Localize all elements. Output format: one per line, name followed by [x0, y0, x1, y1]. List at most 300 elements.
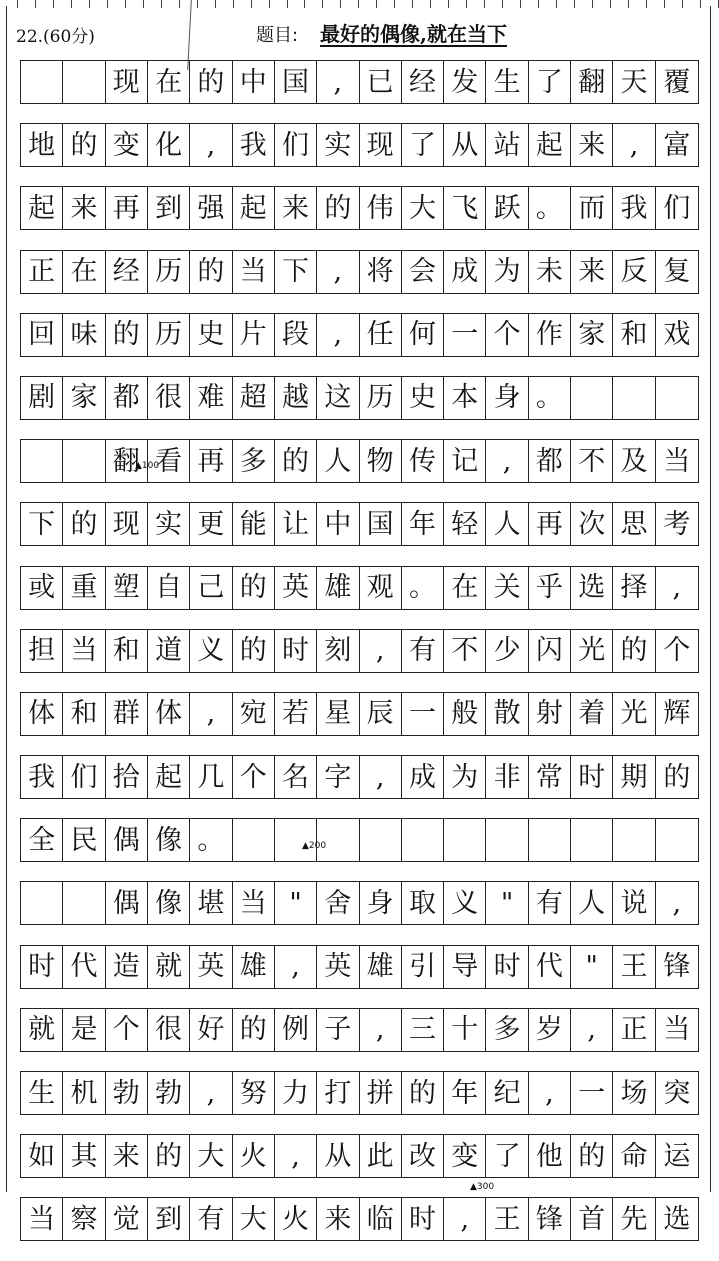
grid-cell: 说: [613, 882, 655, 924]
grid-cell: 。: [529, 377, 571, 419]
grid-cell: 勃: [148, 1072, 190, 1114]
grid-row: [20, 1134, 699, 1178]
grid-cell: 多: [233, 440, 275, 482]
grid-cell: 大: [402, 187, 444, 229]
grid-cell: 实: [148, 503, 190, 545]
grid-cell: 时: [402, 1198, 444, 1240]
grid-cell: 伟: [360, 187, 402, 229]
grid-cell: 。: [190, 819, 232, 861]
grid-cell: 我: [21, 756, 63, 798]
grid-cell: 就: [148, 946, 190, 988]
grid-cell: 有: [190, 1198, 232, 1240]
grid-cell: 物: [360, 440, 402, 482]
grid-cell: 我: [233, 124, 275, 166]
grid-cell: 光: [571, 630, 613, 672]
grid-cell: 己: [190, 567, 232, 609]
grid-row: [20, 123, 699, 167]
grid-cell: 再: [529, 503, 571, 545]
grid-cell: 首: [571, 1198, 613, 1240]
grid-cell: 锋: [529, 1198, 571, 1240]
grid-cell: 复: [663, 256, 691, 288]
grid-cell: 偶: [106, 819, 148, 861]
grid-cell: ,: [190, 124, 232, 166]
grid-cell: 了: [529, 61, 571, 103]
grid-cell: 起: [21, 187, 63, 229]
grid-cell: 好: [190, 1009, 232, 1051]
grid-cell: 在: [148, 61, 190, 103]
grid-cell: 几: [190, 756, 232, 798]
grid-cell: 名: [275, 756, 317, 798]
grid-row: [20, 439, 699, 483]
grid-cell: 星: [317, 693, 359, 735]
grid-cell: 从: [444, 124, 486, 166]
grid-cell: 何: [402, 314, 444, 356]
grid-cell: 三: [402, 1009, 444, 1051]
grid-cell: 其: [63, 1135, 105, 1177]
grid-cell: 雄: [360, 946, 402, 988]
grid-cell: 的: [233, 1009, 275, 1051]
grid-cell: 拼: [360, 1072, 402, 1114]
grid-cell: 来: [317, 1198, 359, 1240]
grid-cell: ,: [317, 314, 359, 356]
grid-cell: 命: [613, 1135, 655, 1177]
grid-cell: 中: [317, 503, 359, 545]
grid-cell: [444, 819, 486, 861]
grid-cell: 代: [63, 946, 105, 988]
grid-cell: [21, 61, 63, 103]
grid-row: [20, 502, 699, 546]
grid-cell: 覆: [663, 66, 691, 98]
grid-cell: 偶: [106, 882, 148, 924]
grid-cell: [233, 819, 275, 861]
grid-cell: 站: [486, 124, 528, 166]
grid-cell: 们: [63, 756, 105, 798]
grid-cell: 将: [360, 251, 402, 293]
grid-cell: 如: [21, 1135, 63, 1177]
grid-cell: 作: [529, 314, 571, 356]
grid-cell: 任: [360, 314, 402, 356]
grid-cell: ,: [360, 630, 402, 672]
grid-cell: 光: [613, 693, 655, 735]
grid-cell: 再: [190, 440, 232, 482]
grid-cell: 当: [233, 251, 275, 293]
grid-cell: 选: [571, 567, 613, 609]
grid-cell: 岁: [529, 1009, 571, 1051]
word-count-marker-100: ▲100: [135, 461, 160, 471]
grid-cell: 下: [275, 251, 317, 293]
grid-cell: 都: [529, 440, 571, 482]
grid-cell: 成: [444, 251, 486, 293]
grid-cell: 年: [444, 1072, 486, 1114]
grid-cell: [63, 882, 105, 924]
grid-cell: 造: [106, 946, 148, 988]
grid-cell: 变: [444, 1135, 486, 1177]
grid-cell: 常: [529, 756, 571, 798]
grid-cell: 强: [190, 187, 232, 229]
grid-cell: 地: [21, 124, 63, 166]
grid-cell: 现: [106, 503, 148, 545]
grid-row: [20, 313, 699, 357]
grid-cell: [360, 819, 402, 861]
grid-cell: 年: [402, 503, 444, 545]
grid-cell: 民: [63, 819, 105, 861]
grid-cell: 从: [317, 1135, 359, 1177]
grid-cell: 会: [402, 251, 444, 293]
grid-cell: 正: [21, 251, 63, 293]
grid-cell: 能: [233, 503, 275, 545]
grid-cell: 回: [21, 314, 63, 356]
grid-cell: 。: [402, 567, 444, 609]
grid-cell: 记: [444, 440, 486, 482]
grid-cell: 打: [317, 1072, 359, 1114]
grid-cell: 一: [444, 314, 486, 356]
grid-cell: 的: [663, 761, 691, 793]
grid-cell: 多: [486, 1009, 528, 1051]
grid-cell: ,: [613, 124, 655, 166]
title-label: 题目:: [256, 25, 299, 46]
grid-cell: 到: [148, 187, 190, 229]
grid-cell: 了: [402, 124, 444, 166]
grid-row: [20, 818, 699, 862]
grid-cell: 义: [444, 882, 486, 924]
grid-cell: 机: [63, 1072, 105, 1114]
grid-cell: 变: [106, 124, 148, 166]
grid-row: [20, 60, 699, 104]
grid-cell: 全: [21, 819, 63, 861]
grid-cell: 或: [21, 567, 63, 609]
grid-cell: 身: [486, 377, 528, 419]
grid-cell: 再: [106, 187, 148, 229]
grid-cell: 越: [275, 377, 317, 419]
grid-cell: 个: [233, 756, 275, 798]
grid-cell: 来: [571, 124, 613, 166]
word-count-marker-200: ▲200: [302, 841, 327, 851]
grid-cell: 锋: [663, 951, 691, 983]
grid-cell: 辰: [360, 693, 402, 735]
grid-cell: ": [486, 882, 528, 924]
grid-cell: 引: [402, 946, 444, 988]
grid-cell: 在: [444, 567, 486, 609]
grid-cell: 辉: [663, 698, 691, 730]
grid-cell: 乎: [529, 567, 571, 609]
grid-cell: 当: [21, 1198, 63, 1240]
grid-cell: 像: [148, 819, 190, 861]
grid-cell: ,: [317, 251, 359, 293]
grid-cell: 为: [486, 251, 528, 293]
grid-cell: 时: [21, 946, 63, 988]
grid-cell: 重: [63, 567, 105, 609]
grid-cell: 很: [148, 377, 190, 419]
grid-cell: 国: [360, 503, 402, 545]
grid-cell: 我: [613, 187, 655, 229]
grid-cell: 改: [402, 1135, 444, 1177]
grid-cell: 经: [402, 61, 444, 103]
grid-row: [20, 186, 699, 230]
grid-cell: 发: [444, 61, 486, 103]
question-number: 22.(60分): [16, 27, 95, 47]
grid-cell: [613, 377, 655, 419]
grid-cell: 例: [275, 1009, 317, 1051]
grid-cell: 英: [190, 946, 232, 988]
grid-cell: 看: [148, 440, 190, 482]
grid-cell: 化: [148, 124, 190, 166]
grid-cell: 正: [613, 1009, 655, 1051]
grid-cell: 味: [63, 314, 105, 356]
grid-cell: 家: [63, 377, 105, 419]
grid-cell: 运: [663, 1140, 691, 1172]
grid-cell: 和: [106, 630, 148, 672]
grid-cell: 翻: [571, 61, 613, 103]
grid-cell: 十: [444, 1009, 486, 1051]
grid-cell: 体: [21, 693, 63, 735]
grid-cell: 的: [402, 1072, 444, 1114]
grid-cell: 的: [190, 251, 232, 293]
grid-cell: 有: [529, 882, 571, 924]
grid-row: [20, 1008, 699, 1052]
grid-cell: 子: [317, 1009, 359, 1051]
grid-cell: 生: [21, 1072, 63, 1114]
grid-cell: ,: [571, 1009, 613, 1051]
grid-cell: 现: [360, 124, 402, 166]
grid-cell: 力: [275, 1072, 317, 1114]
grid-cell: ,: [672, 887, 682, 919]
grid-row: [20, 755, 699, 799]
grid-cell: 观: [360, 567, 402, 609]
grid-cell: 雄: [233, 946, 275, 988]
grid-cell: 思: [613, 503, 655, 545]
grid-cell: 担: [21, 630, 63, 672]
grid-cell: ,: [672, 572, 682, 603]
grid-cell: 人: [486, 503, 528, 545]
grid-cell: 天: [613, 61, 655, 103]
grid-cell: 成: [402, 756, 444, 798]
grid-cell: 一: [402, 693, 444, 735]
grid-cell: 场: [613, 1072, 655, 1114]
grid-cell: [402, 819, 444, 861]
grid-cell: 到: [148, 1198, 190, 1240]
grid-cell: 来: [63, 187, 105, 229]
grid-cell: 及: [613, 440, 655, 482]
grid-cell: 就: [21, 1009, 63, 1051]
grid-cell: 他: [529, 1135, 571, 1177]
grid-cell: 刻: [317, 630, 359, 672]
grid-cell: 剧: [21, 377, 63, 419]
grid-cell: 很: [148, 1009, 190, 1051]
grid-cell: 射: [529, 693, 571, 735]
grid-cell: 导: [444, 946, 486, 988]
grid-cell: 期: [613, 756, 655, 798]
grid-cell: 闪: [529, 630, 571, 672]
grid-cell: 般: [444, 693, 486, 735]
grid-row: [20, 629, 699, 673]
grid-cell: 英: [275, 567, 317, 609]
grid-cell: 超: [233, 377, 275, 419]
grid-cell: 当: [233, 882, 275, 924]
grid-cell: 身: [360, 882, 402, 924]
grid-cell: 历: [148, 251, 190, 293]
grid-cell: 了: [486, 1135, 528, 1177]
grid-cell: 家: [571, 314, 613, 356]
grid-cell: 非: [486, 756, 528, 798]
grid-cell: 自: [148, 567, 190, 609]
grid-cell: 宛: [233, 693, 275, 735]
grid-cell: 火: [233, 1135, 275, 1177]
grid-cell: ,: [529, 1072, 571, 1114]
grid-cell: 飞: [444, 187, 486, 229]
grid-cell: 的: [233, 630, 275, 672]
grid-cell: [529, 819, 571, 861]
grid-cell: 堪: [190, 882, 232, 924]
grid-cell: 是: [63, 1009, 105, 1051]
grid-cell: 关: [486, 567, 528, 609]
grid-cell: 翻: [106, 440, 148, 482]
grid-cell: [571, 819, 613, 861]
grid-row: [20, 566, 699, 610]
grid-cell: 散: [486, 693, 528, 735]
grid-cell: 段: [275, 314, 317, 356]
grid-cell: 而: [571, 187, 613, 229]
grid-cell: 这: [317, 377, 359, 419]
grid-cell: 大: [233, 1198, 275, 1240]
grid-cell: 难: [190, 377, 232, 419]
grid-cell: 择: [613, 567, 655, 609]
grid-cell: 塑: [106, 567, 148, 609]
grid-cell: 史: [190, 314, 232, 356]
grid-cell: 来: [275, 187, 317, 229]
grid-cell: 。: [529, 187, 571, 229]
grid-cell: 有: [402, 630, 444, 672]
grid-cell: 历: [148, 314, 190, 356]
grid-cell: 先: [613, 1198, 655, 1240]
grid-cell: 当: [663, 1014, 691, 1046]
grid-cell: 的: [317, 187, 359, 229]
grid-row: [20, 376, 699, 420]
grid-cell: [21, 440, 63, 482]
grid-cell: ,: [444, 1198, 486, 1240]
grid-cell: 下: [21, 503, 63, 545]
grid-cell: 舍: [317, 882, 359, 924]
grid-cell: 勃: [106, 1072, 148, 1114]
grid-cell: ,: [360, 756, 402, 798]
grid-cell: 来: [571, 251, 613, 293]
grid-cell: 起: [529, 124, 571, 166]
grid-cell: 已: [360, 61, 402, 103]
grid-cell: 选: [663, 1203, 691, 1235]
grid-cell: 一: [571, 1072, 613, 1114]
grid-cell: 的: [190, 61, 232, 103]
grid-cell: [656, 819, 698, 861]
grid-cell: [613, 819, 655, 861]
grid-cell: 当: [63, 630, 105, 672]
grid-cell: 体: [148, 693, 190, 735]
grid-cell: 戏: [663, 319, 691, 351]
grid-cell: 本: [444, 377, 486, 419]
grid-cell: 来: [106, 1135, 148, 1177]
grid-row: [20, 692, 699, 736]
grid-cell: 雄: [317, 567, 359, 609]
grid-cell: 现: [106, 61, 148, 103]
grid-row: [20, 250, 699, 294]
grid-cell: 人: [571, 882, 613, 924]
grid-cell: 义: [190, 630, 232, 672]
grid-cell: [21, 882, 63, 924]
grid-cell: 少: [486, 630, 528, 672]
grid-cell: 时: [571, 756, 613, 798]
grid-cell: 的: [148, 1135, 190, 1177]
grid-cell: 史: [402, 377, 444, 419]
grid-cell: 个: [106, 1009, 148, 1051]
grid-cell: 考: [663, 508, 691, 540]
grid-cell: 个: [663, 635, 691, 667]
essay-title: 最好的偶像,就在当下: [320, 22, 507, 46]
grid-cell: 的: [613, 630, 655, 672]
grid-cell: 的: [233, 567, 275, 609]
grid-cell: 道: [148, 630, 190, 672]
grid-cell: 人: [317, 440, 359, 482]
grid-cell: 大: [190, 1135, 232, 1177]
grid-cell: 历: [360, 377, 402, 419]
grid-cell: [63, 61, 105, 103]
grid-cell: 跃: [486, 187, 528, 229]
grid-cell: 在: [63, 251, 105, 293]
grid-cell: 英: [317, 946, 359, 988]
grid-cell: 次: [571, 503, 613, 545]
grid-cell: 的: [275, 440, 317, 482]
grid-cell: 经: [106, 251, 148, 293]
grid-cell: 生: [486, 61, 528, 103]
grid-cell: [486, 819, 528, 861]
grid-cell: 努: [233, 1072, 275, 1114]
grid-cell: 中: [233, 61, 275, 103]
grid-cell: 传: [402, 440, 444, 482]
grid-cell: 像: [148, 882, 190, 924]
grid-cell: 当: [663, 445, 691, 477]
grid-cell: 群: [106, 693, 148, 735]
grid-cell: 和: [63, 693, 105, 735]
grid-cell: 取: [402, 882, 444, 924]
grid-cell: 若: [275, 693, 317, 735]
grid-cell: 们: [663, 192, 691, 224]
grid-cell: [63, 440, 105, 482]
grid-cell: 着: [571, 693, 613, 735]
grid-cell: 未: [529, 251, 571, 293]
grid-cell: 的: [63, 124, 105, 166]
grid-cell: ,: [275, 946, 317, 988]
grid-cell: [656, 377, 698, 419]
grid-cell: 代: [529, 946, 571, 988]
grid-cell: 觉: [106, 1198, 148, 1240]
grid-cell: ,: [190, 1072, 232, 1114]
grid-cell: ,: [317, 61, 359, 103]
grid-cell: 王: [613, 946, 655, 988]
grid-cell: 起: [233, 187, 275, 229]
essay-header: [8, 12, 710, 52]
grid-cell: 为: [444, 756, 486, 798]
grid-cell: 都: [106, 377, 148, 419]
grid-cell: 的: [106, 314, 148, 356]
grid-cell: 更: [190, 503, 232, 545]
grid-cell: ,: [360, 1009, 402, 1051]
grid-cell: ,: [190, 693, 232, 735]
grid-cell: [571, 377, 613, 419]
grid-cell: 察: [63, 1198, 105, 1240]
grid-cell: 时: [486, 946, 528, 988]
grid-cell: 突: [663, 1077, 691, 1109]
grid-cell: 实: [317, 124, 359, 166]
grid-cell: 的: [63, 503, 105, 545]
grid-row: [20, 1197, 699, 1241]
grid-cell: 轻: [444, 503, 486, 545]
